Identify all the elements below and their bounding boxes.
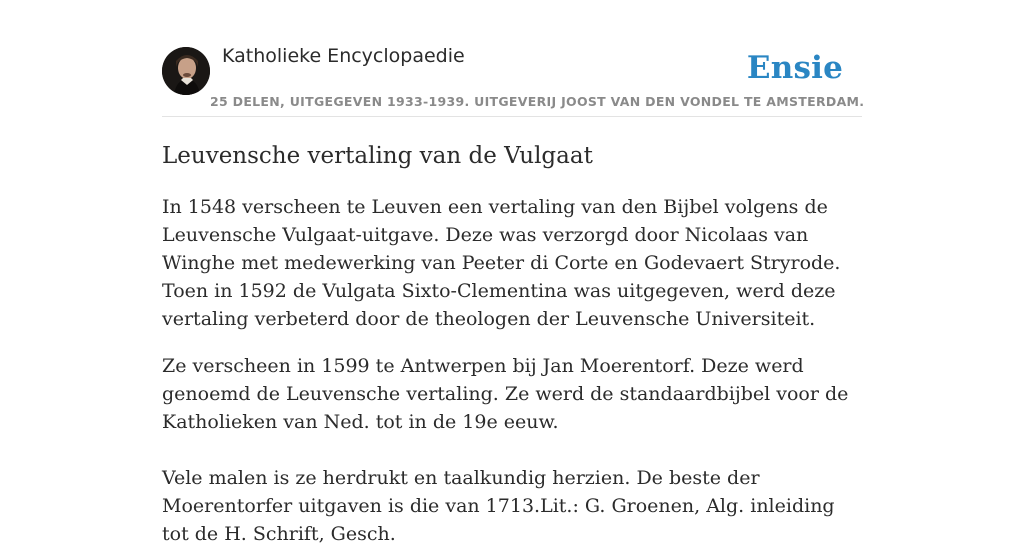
source-meta: 25 DELEN, UITGEGEVEN 1933-1939. UITGEVERIJ JOOST VAN DEN VONDEL TE AMSTERDAM. (210, 94, 865, 109)
article-paragraph: In 1548 verscheen te Leuven een vertaling van den Bijbel volgens de Leuvensche Vulgaat-uitgave. Deze was verzorgd door Nicolaas van Winghe met medewerking van Peeter di Corte en Godevaert Stryrode. Toen in 1592 de Vulgata Sixto-Clementina was uitgegeven, werd deze vertaling verbeterd door de theologen der Leuvensche Universiteit. (162, 196, 841, 330)
page-container (162, 0, 865, 548)
article-paragraph: Ze verscheen in 1599 te Antwerpen bij Jan Moerentorf. Deze werd genoemd de Leuvensche vertaling. Ze werd de standaardbijbel voor de Katholieken van Ned. tot in de 19e eeuw. (162, 355, 849, 433)
source-avatar[interactable] (162, 47, 210, 95)
article-paragraph: Vele malen is ze herdrukt en taalkundig herzien. De beste der Moerentorfer uitgaven is die van 1713.Lit.: G. Groenen, Alg. inleiding tot de H. Schrift, Gesch. (162, 467, 835, 545)
brand-logo-link[interactable]: Ensie (746, 50, 843, 86)
source-title[interactable]: Katholieke Encyclopaedie (222, 45, 465, 67)
source-header (162, 0, 865, 117)
portrait-icon (162, 47, 210, 95)
article-title: Leuvensche vertaling van de Vulgaat (162, 143, 593, 169)
